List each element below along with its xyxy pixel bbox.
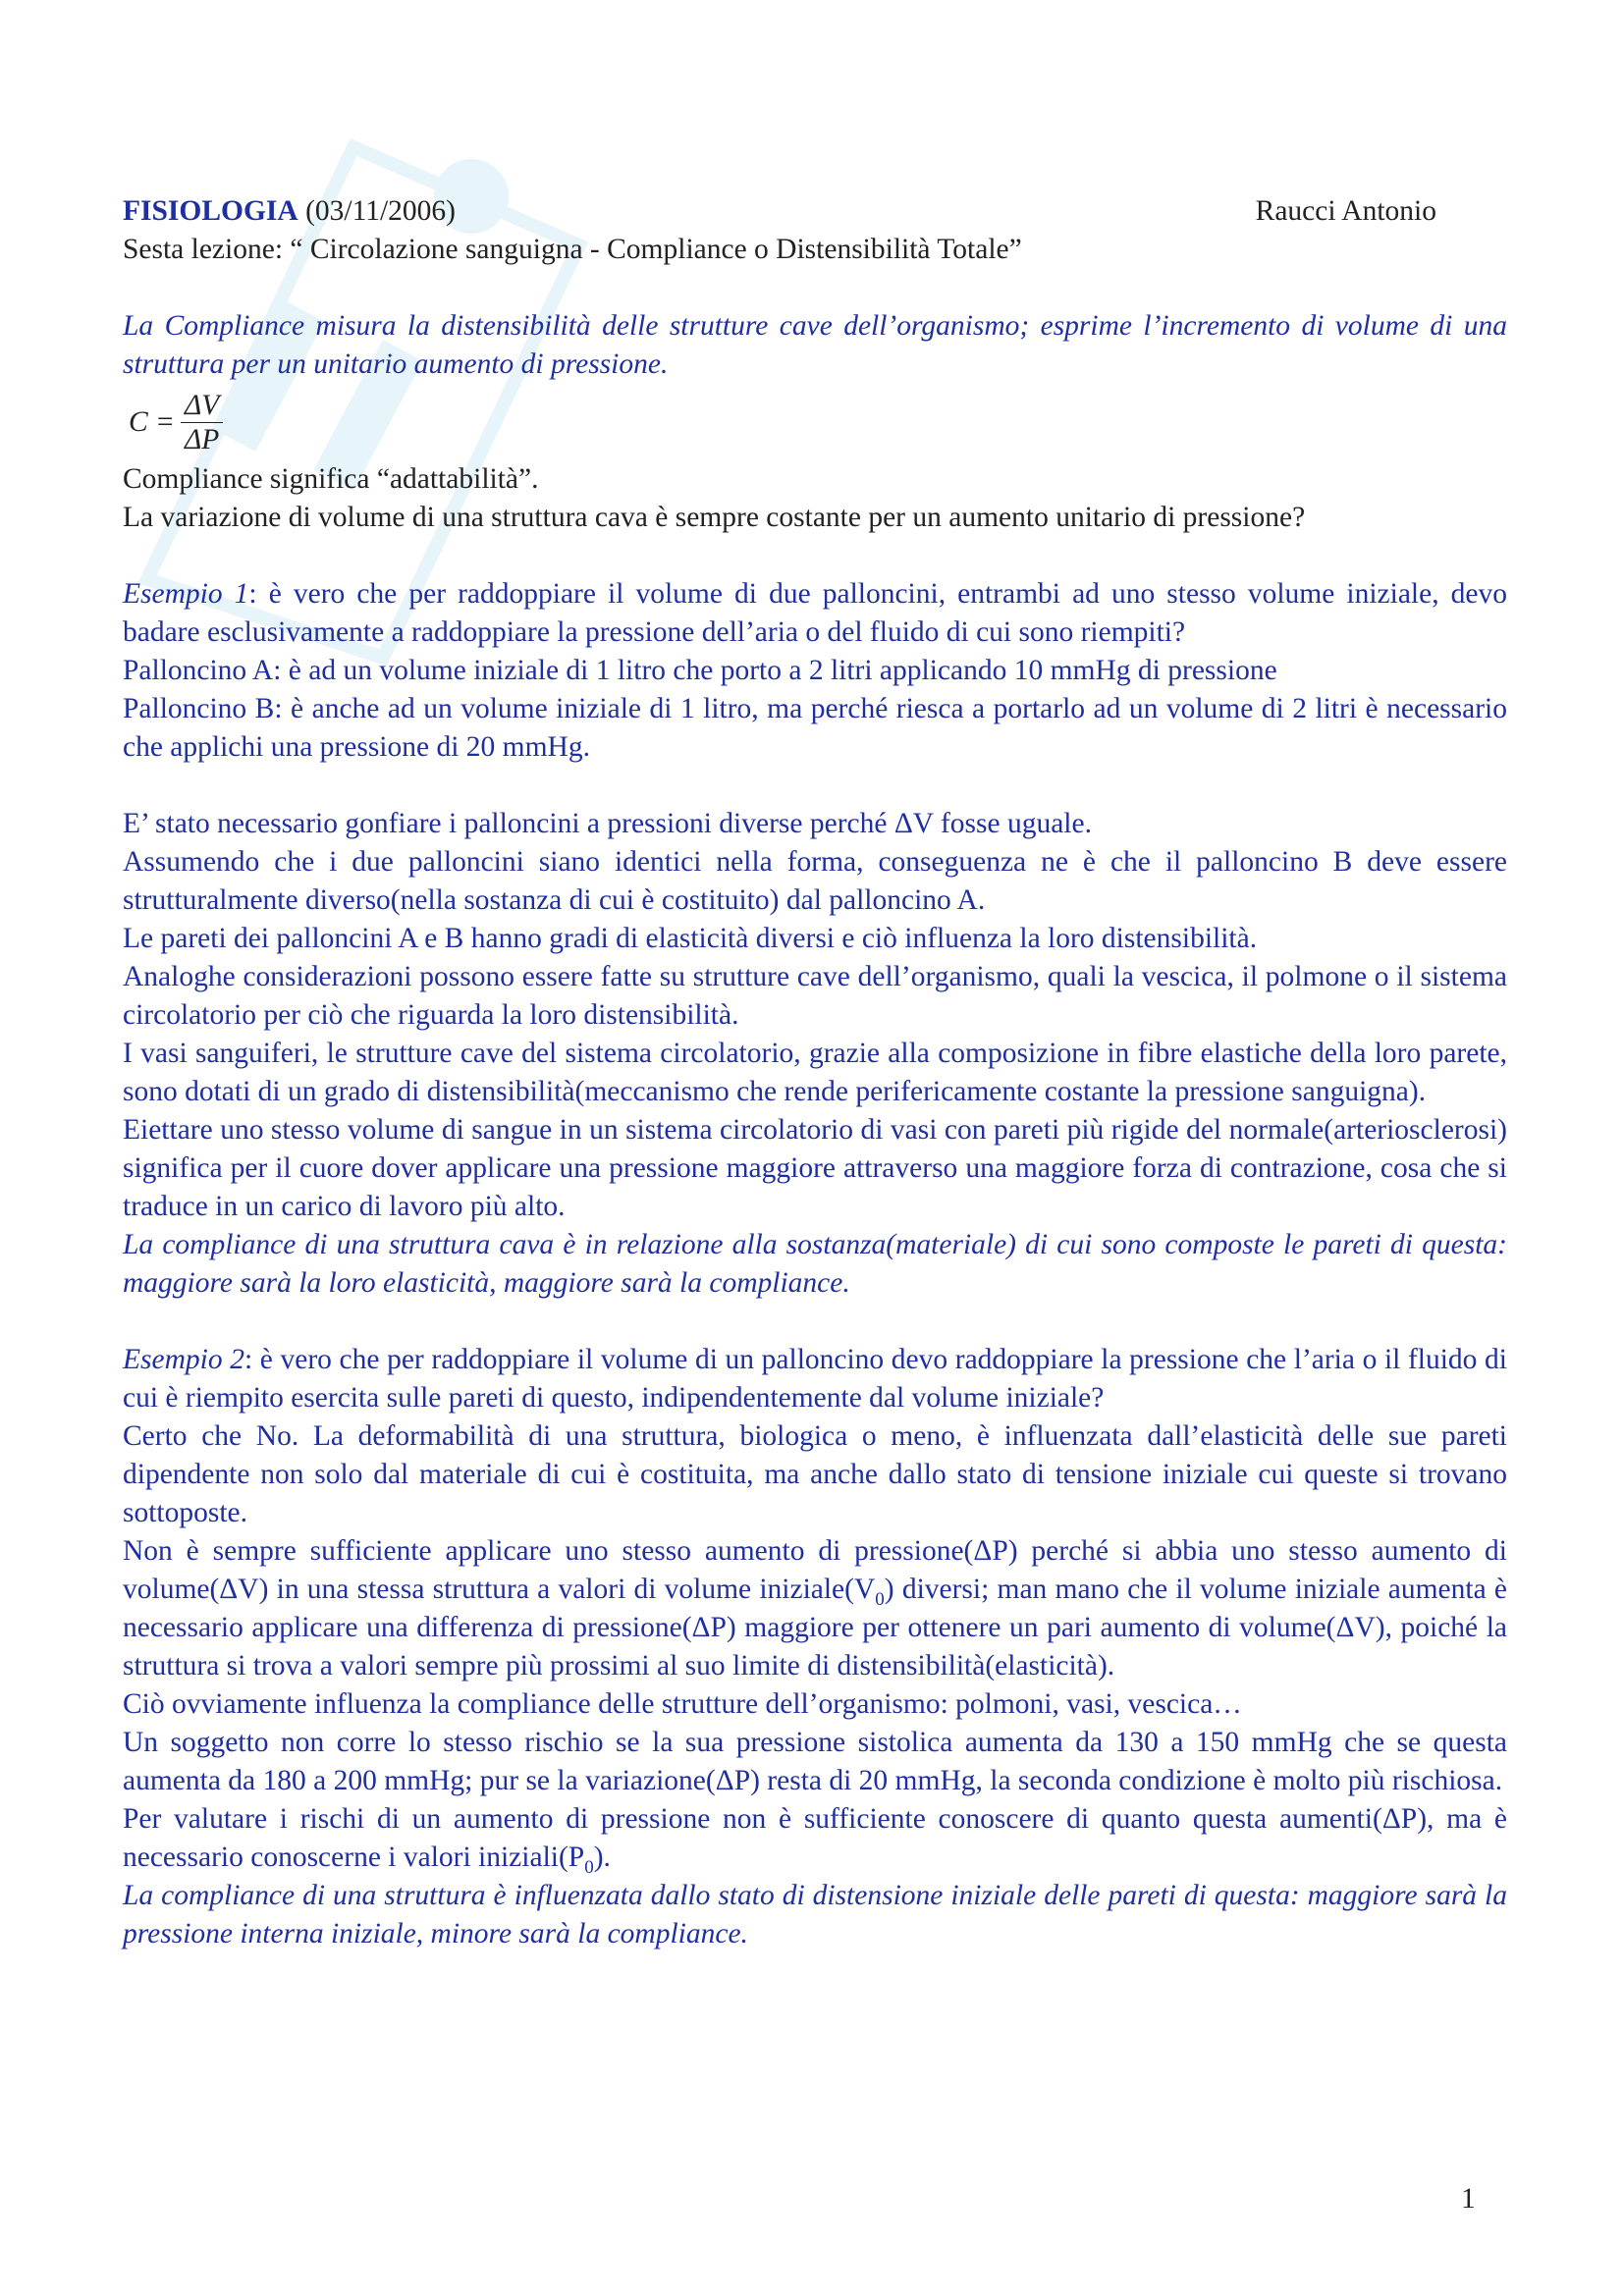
example2-question: Esempio 2: è vero che per raddoppiare il volume di un palloncino devo raddoppiare la pressione che l’aria o il fluido di cui è riempito esercita sulle pareti di questo, indipendentemente dal volume iniziale? <box>123 1344 1507 1414</box>
formula-fraction <box>181 389 223 456</box>
header <box>123 192 1507 231</box>
example1-label: Esempio 1 <box>123 578 249 610</box>
example1-question: Esempio 1: è vero che per raddoppiare il volume di due palloncini, entrambi ad uno stesso volume iniziale, devo badare esclusivamente a raddoppiare la pressione dell’aria o del fluido di cui sono riempiti? <box>123 578 1508 648</box>
balloon-a: Palloncino A: è ad un volume iniziale di 1 litro che porto a 2 litri applicando 10 mmHg di pressione <box>123 655 1277 686</box>
formula-lhs: C = <box>129 405 175 438</box>
header-left <box>123 192 456 231</box>
example1-conclusion: La compliance di una struttura cava è in relazione alla sostanza(materiale) di cui sono composte le pareti di questa: maggiore sarà la loro elasticità, maggiore sarà la compliance. <box>123 1229 1507 1299</box>
page-number: 1 <box>1461 2183 1476 2215</box>
subject-title: FISIOLOGIA <box>123 195 298 227</box>
author-name: Raucci Antonio <box>1255 195 1436 227</box>
example2-paragraph-5: Per valutare i rischi di un aumento di pressione non è sufficiente conoscere di quanto questa aumenti(ΔP), ma è necessario conoscerne i valori $iniziali(P_0)$. <box>123 1803 1507 1878</box>
example2-conclusion: La compliance di una struttura è influenzata dallo stato di distensione iniziale delle pareti di questa: maggiore sarà la pressione interna iniziale, minore sarà la compliance. <box>123 1880 1507 1949</box>
formula-numerator: ΔV <box>181 389 223 423</box>
example1-paragraph-5: I vasi sanguiferi, le strutture cave del sistema circolatorio, grazie alla composizione in fibre elastiche della loro parete, sono dotati di un grado di distensibilità(meccanismo che rende perifericamente costante la pressione sanguigna). <box>123 1038 1507 1107</box>
formula-denominator: ΔP <box>184 423 220 455</box>
example1-paragraph-4: Analoghe considerazioni possono essere fatte su strutture cave dell’organismo, quali la vescica, il polmone o il sistema circolatorio per ciò che riguarda la loro distensibilità. <box>123 961 1507 1031</box>
compliance-definition: La Compliance misura la distensibilità delle strutture cave dell’organismo; esprime l’incremento di volume di una struttura per un unitario aumento di pressione. <box>123 310 1507 380</box>
compliance-formula <box>129 384 1507 460</box>
example2-paragraph-3: Ciò ovviamente influenza la compliance delle strutture dell’organismo: polmoni, vasi, vescica… <box>123 1688 1242 1720</box>
example2-paragraph-2: Non è sempre sufficiente applicare uno stesso aumento di pressione(ΔP) perché si abbia uno stesso aumento di volume(ΔV) in una stessa struttura a valori di volume $iniziale(V_0)$ diversi; man mano che il volume iniziale aumenta è necessario applicare una differenza di pressione(ΔP) maggiore per ottenere un pari aumento di volume(ΔV), poiché la struttura si trova a valori sempre più prossimi al suo limite di distensibilità(elasticità). <box>123 1535 1507 1682</box>
intro-question: La variazione di volume di una struttura cava è sempre costante per un aumento unitario di pressione? <box>123 502 1306 533</box>
lecture-date: (03/11/2006) <box>305 195 457 227</box>
example2-paragraph-4: Un soggetto non corre lo stesso rischio se la sua pressione sistolica aumenta da 130 a 150 mmHg che se questa aumenta da 180 a 200 mmHg; pur se la variazione(ΔP) resta di 20 mmHg, la seconda condizione è molto più rischiosa. <box>123 1727 1507 1796</box>
example1-paragraph-2: Assumendo che i due palloncini siano identici nella forma, conseguenza ne è che il palloncino B deve essere strutturalmente diverso(nella sostanza di cui è costituito) dal palloncino A. <box>123 846 1507 916</box>
example1-paragraph-6: Eiettare uno stesso volume di sangue in un sistema circolatorio di vasi con pareti più rigide del normale(arteriosclerosi) significa per il cuore dover applicare una pressione maggiore attraverso una maggiore forza di contrazione, cosa che si traduce in un carico di lavoro più alto. <box>123 1114 1507 1222</box>
example2-label: Esempio 2 <box>123 1344 244 1375</box>
lecture-subtitle: Sesta lezione: “ Circolazione sanguigna - Compliance o Distensibilità Totale” <box>123 234 1022 265</box>
compliance-meaning: Compliance significa “adattabilità”. <box>123 463 539 495</box>
example2-paragraph-1: Certo che No. La deformabilità di una struttura, biologica o meno, è influenzata dall’elasticità delle sue pareti dipendente non solo dal materiale di cui è costituita, ma anche dallo stato di tensione iniziale cui queste si trovano sottoposte. <box>123 1420 1507 1528</box>
example1-paragraph-3: Le pareti dei palloncini A e B hanno gradi di elasticità diversi e ciò influenza la loro distensibilità. <box>123 923 1258 954</box>
example1-paragraph-1: E’ stato necessario gonfiare i palloncini a pressioni diverse perché ΔV fosse uguale. <box>123 808 1092 839</box>
page-content <box>123 192 1507 1953</box>
balloon-b: Palloncino B: è anche ad un volume iniziale di 1 litro, ma perché riesca a portarlo ad un volume di 2 litri è necessario che applichi una pressione di 20 mmHg. <box>123 693 1507 763</box>
